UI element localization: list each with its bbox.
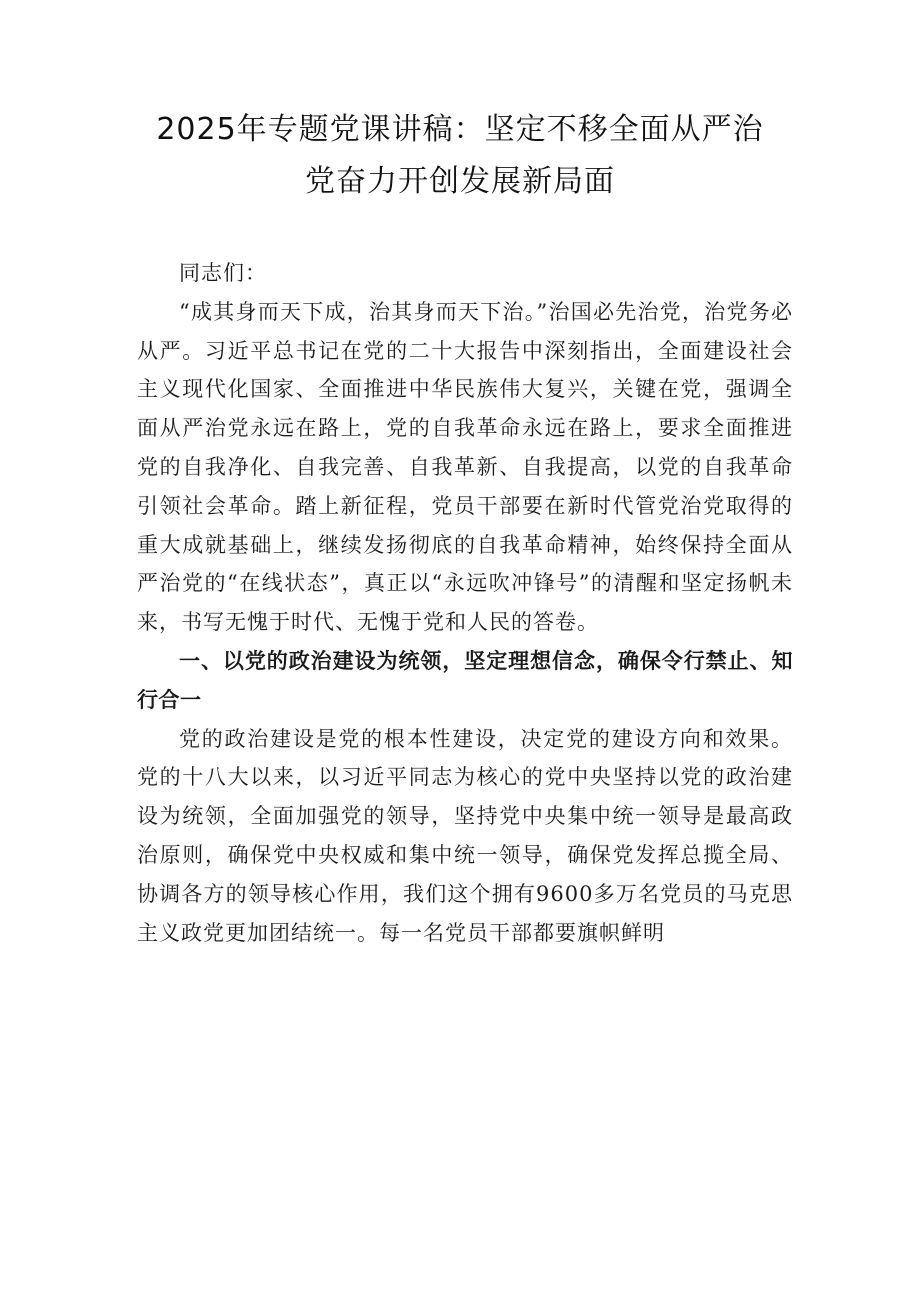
salutation: 同志们： (179, 261, 267, 285)
document-body (137, 254, 793, 952)
section-1-paragraph: 党的政治建设是党的根本性建设，决定党的建设方向和效果。党的十八大以来，以习近平同志为核心的党中央坚持以党的政治建设为统领，全面加强党的领导，坚持党中央集中统一领导是最高政治原则，确保党中央权威和集中统一领导，确保党发挥总揽全局、协调各方的领导核心作用，我们这个拥有9600多万名党员的马克思主义政党更加团结统一。每一名党员干部都要旗帜鲜明 (137, 726, 793, 945)
intro-paragraph: “成其身而天下成，治其身而天下治。”治国必先治党，治党务必从严。习近平总书记在党的二十大报告中深刻指出，全面建设社会主义现代化国家、全面推进中华民族伟大复兴，关键在党，强调全面从严治党永远在路上，党的自我革命永远在路上，要求全面推进党的自我净化、自我完善、自我革新、自我提高，以党的自我革命引领社会革命。踏上新征程，党员干部要在新时代管党治党取得的重大成就基础上，继续发扬彻底的自我革命精神，始终保持全面从严治党的“在线状态”，真正以“永远吹冲锋号”的清醒和坚定扬帆未来，书写无愧于时代、无愧于党和人民的答卷。 (137, 299, 793, 635)
title-line-1: 2025年专题党课讲稿：坚定不移全面从严治 (156, 112, 764, 147)
title-line-2: 党奋力开创发展新局面 (305, 164, 615, 199)
document-title (120, 104, 800, 208)
section-1-heading: 一、以党的政治建设为统领，坚定理想信念，确保令行禁止、知行合一 (137, 648, 793, 712)
